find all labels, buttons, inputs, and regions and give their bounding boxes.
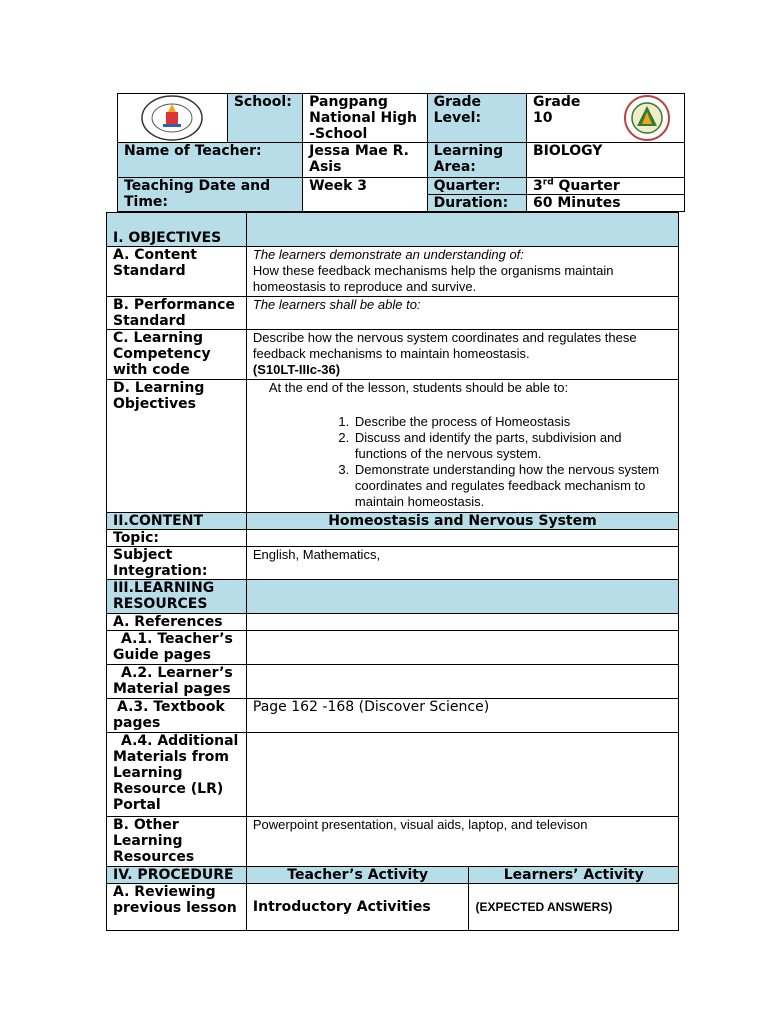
area-label-cell <box>427 143 526 178</box>
date-label-cell <box>118 178 303 212</box>
quarter-value-cell <box>527 178 685 195</box>
performance-standard-label-cell <box>107 297 247 330</box>
competency-label-cell <box>107 330 247 380</box>
school-label-cell <box>227 94 302 143</box>
school-value-line2: National High <box>309 110 418 126</box>
content-standard-text: How these feedback mechanisms help the organisms maintain homeostasis to reproduce and survive. <box>252 263 614 294</box>
lesson-plan-table <box>106 212 679 931</box>
resources-heading-cell <box>107 580 247 614</box>
content-standard-label-cell <box>107 247 247 297</box>
learner-material-label-line2: Material pages <box>113 681 231 697</box>
learning-objectives-intro: At the end of the lesson, students should be able to: <box>268 380 569 395</box>
deped-logo-cell <box>611 94 685 143</box>
content-standard-label-line2: Standard <box>113 263 186 279</box>
header-table <box>117 93 685 212</box>
performance-standard-text: The learners shall be able to: <box>252 297 421 312</box>
quarter-value-text: Quarter <box>553 178 620 194</box>
college-seal-logo <box>137 94 207 142</box>
competency-value-cell <box>246 330 678 380</box>
teacher-guide-label-line1: A.1. Teacher’s <box>121 631 233 647</box>
teacher-value-line1: Jessa Mae R. <box>309 143 409 159</box>
performance-standard-label-line1: B. Performance <box>113 297 235 313</box>
teacher-guide-value-cell <box>246 631 678 665</box>
area-label-line2: Area: <box>433 159 476 175</box>
review-learner-activity: (EXPECTED ANSWERS) <box>475 900 613 914</box>
learning-objectives-value-cell <box>246 380 678 513</box>
grade-label-line1: Grade <box>433 94 481 110</box>
review-label-line2: previous lesson <box>113 900 237 916</box>
content-title: Homeostasis and Nervous System <box>328 513 597 529</box>
other-resources-label-line2: Learning <box>113 833 183 849</box>
teacher-label-cell <box>118 143 303 178</box>
school-value-line1: Pangpang <box>309 94 388 110</box>
duration-label: Duration: <box>433 195 509 211</box>
resources-heading-empty <box>246 580 678 614</box>
competency-label-line1: C. Learning <box>113 330 203 346</box>
performance-standard-label-line2: Standard <box>113 313 186 329</box>
review-teacher-cell <box>246 884 469 931</box>
grade-value-line1: Grade <box>533 94 581 110</box>
list-item: 2. Discuss and identify the parts, subdivision and functions of the nervous system. <box>353 430 672 462</box>
additional-materials-label-cell <box>107 733 247 817</box>
area-label-line1: Learning <box>433 143 504 159</box>
teacher-activity-header-cell <box>246 867 469 884</box>
school-value-line3: -School <box>309 126 368 142</box>
duration-label-cell <box>427 195 526 212</box>
content-standard-label-line1: A. Content <box>113 247 197 263</box>
quarter-label-cell <box>427 178 526 195</box>
other-resources-label-line3: Resources <box>113 849 195 865</box>
objectives-heading-empty <box>246 213 678 247</box>
date-value-cell <box>303 178 427 212</box>
list-item: 1. Describe the process of Homeostasis <box>353 414 672 430</box>
content-title-cell <box>246 513 678 530</box>
references-label-cell <box>107 614 247 631</box>
objectives-heading: I. OBJECTIVES <box>113 230 222 246</box>
school-seal-logo <box>617 94 677 142</box>
textbook-value: Page 162 -168 (Discover Science) <box>252 699 490 715</box>
content-standard-value-cell <box>246 247 678 297</box>
teacher-activity-header: Teacher’s Activity <box>287 867 429 883</box>
procedure-heading: IV. PROCEDURE <box>113 867 234 883</box>
list-item: 3. Demonstrate understanding how the nervous system coordinates and regulates feedback mechanism to maintain homeostasis. <box>353 462 672 510</box>
learner-material-value-cell <box>246 665 678 699</box>
teacher-value-cell <box>303 143 427 178</box>
learning-objectives-label-line2: Objectives <box>113 396 196 412</box>
competency-code: (S10LT-IIIc-36) <box>252 362 341 377</box>
date-label-line1: Teaching Date and <box>124 178 271 194</box>
content-standard-intro: The learners demonstrate an understanding of: <box>252 247 524 262</box>
integration-value-cell <box>246 547 678 580</box>
review-teacher-activity: Introductory Activities <box>252 899 431 915</box>
learner-material-label-cell <box>107 665 247 699</box>
date-value: Week 3 <box>309 178 367 194</box>
learning-objectives-label-line1: D. Learning <box>113 380 205 396</box>
area-value: BIOLOGY <box>533 143 603 159</box>
learner-material-label-line1: A.2. Learner’s <box>121 665 233 681</box>
performance-standard-value-cell <box>246 297 678 330</box>
additional-materials-label-line3: Learning <box>113 765 183 781</box>
objectives-heading-cell <box>107 213 247 247</box>
grade-label-line2: Level: <box>433 110 482 126</box>
school-label: School: <box>233 94 292 110</box>
textbook-label-cell <box>107 699 247 733</box>
references-label: A. References <box>113 614 223 630</box>
content-heading: II.CONTENT <box>113 513 204 529</box>
additional-materials-value-cell <box>246 733 678 817</box>
textbook-label-line1: A.3. Textbook <box>117 699 225 715</box>
procedure-heading-cell <box>107 867 247 884</box>
integration-label-line1: Subject <box>113 547 173 563</box>
competency-text: Describe how the nervous system coordinates and regulates these feedback mechanisms to maintain homeostasis. <box>252 330 637 361</box>
content-heading-cell <box>107 513 247 530</box>
teacher-guide-label-line2: Guide pages <box>113 647 211 663</box>
quarter-value-number: 3 <box>533 178 543 194</box>
teacher-value-line2: Asis <box>309 159 342 175</box>
resources-heading-line1: III.LEARNING <box>113 580 215 596</box>
school-logo-cell <box>118 94 228 143</box>
grade-value-line2: 10 <box>533 110 553 126</box>
additional-materials-label-line1: A.4. Additional <box>121 733 239 749</box>
date-label-line2: Time: <box>124 194 169 210</box>
review-label-cell <box>107 884 247 931</box>
other-resources-label-cell <box>107 817 247 867</box>
duration-value-cell <box>527 195 685 212</box>
integration-value: English, Mathematics, <box>252 547 381 562</box>
quarter-label: Quarter: <box>433 178 501 194</box>
school-value-cell <box>303 94 427 143</box>
learner-activity-header: Learners’ Activity <box>503 867 644 883</box>
other-resources-value: Powerpoint presentation, visual aids, laptop, and televison <box>252 817 588 832</box>
learning-objectives-label-cell <box>107 380 247 513</box>
review-learner-cell <box>469 884 679 931</box>
learning-objectives-list <box>253 414 672 510</box>
additional-materials-label-line2: Materials from <box>113 749 229 765</box>
topic-label-cell <box>107 530 247 547</box>
teacher-label: Name of Teacher: <box>124 143 262 159</box>
resources-heading-line2: RESOURCES <box>113 596 208 612</box>
other-resources-label-line1: B. Other <box>113 817 179 833</box>
area-value-cell <box>527 143 685 178</box>
integration-label-cell <box>107 547 247 580</box>
grade-value-cell <box>527 94 611 143</box>
additional-materials-label-line5: Portal <box>113 797 161 813</box>
other-resources-value-cell <box>246 817 678 867</box>
competency-label-line3: with code <box>113 362 190 378</box>
textbook-label-line2: pages <box>113 715 161 731</box>
textbook-value-cell <box>246 699 678 733</box>
learner-activity-header-cell <box>469 867 679 884</box>
topic-value-cell <box>246 530 678 547</box>
topic-label: Topic: <box>113 530 160 546</box>
references-value-cell <box>246 614 678 631</box>
review-label-line1: A. Reviewing <box>113 884 216 900</box>
teacher-guide-label-cell <box>107 631 247 665</box>
quarter-value-suffix: rd <box>542 177 554 188</box>
additional-materials-label-line4: Resource (LR) <box>113 781 224 797</box>
grade-label-cell <box>427 94 526 143</box>
duration-value: 60 Minutes <box>533 195 621 211</box>
competency-label-line2: Competency <box>113 346 211 362</box>
integration-label-line2: Integration: <box>113 563 208 579</box>
